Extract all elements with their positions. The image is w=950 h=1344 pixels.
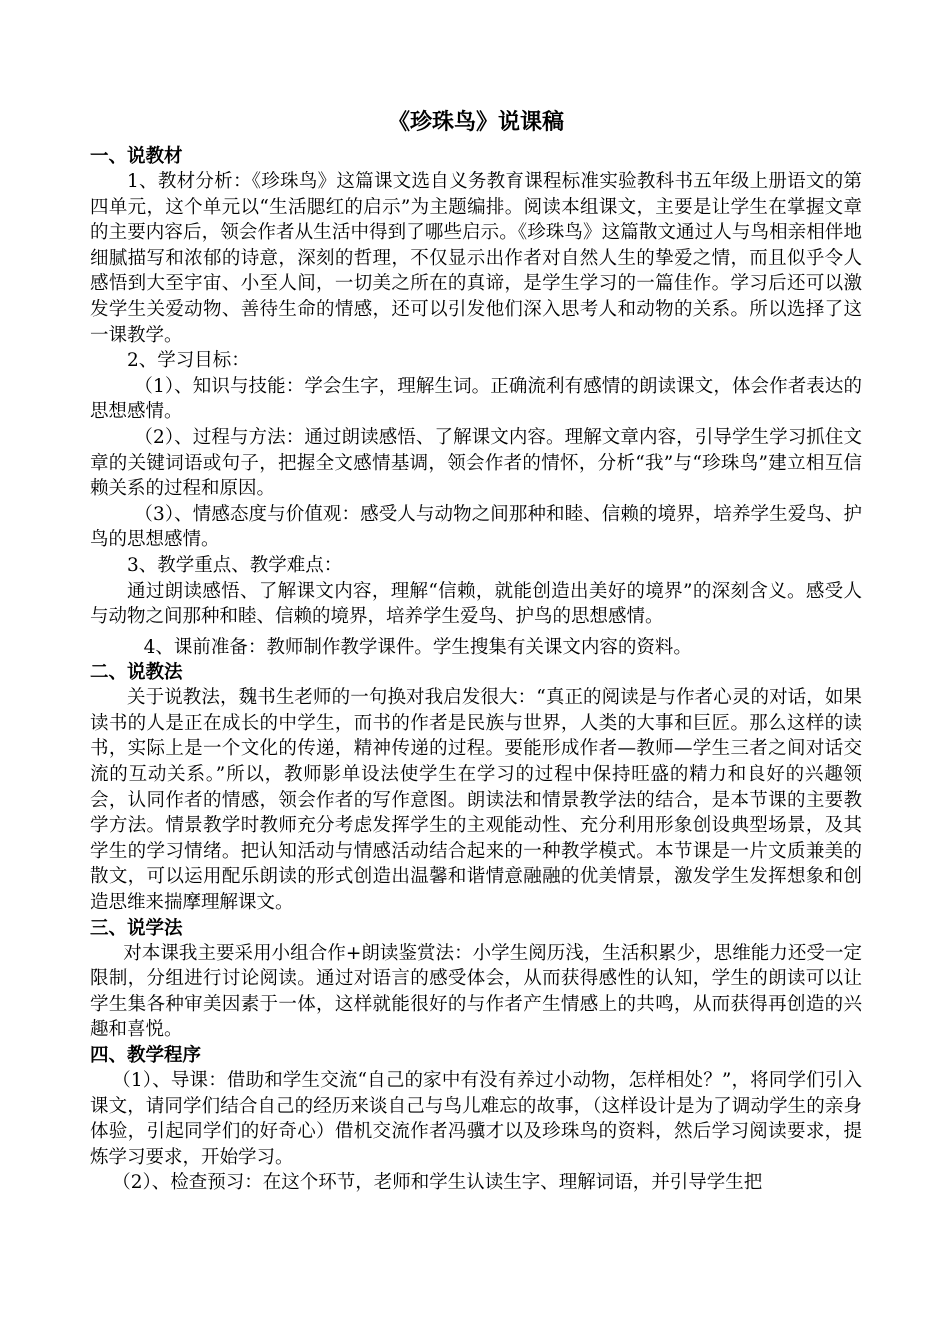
paragraph-material-analysis: 1、教材分析：《珍珠鸟》这篇课文选自义务教育课程标准实验教科书五年级上册语文的第四单元，这个单元以“生活腮红的启示”为主题编排。阅读本组课文，主要是让学生在掌握文章的主要内容后，领会作者从生活中得到了哪些启示。《珍珠鸟》这篇散文通过人与鸟相亲相伴地细腻描写和浓郁的诗意，深刻的哲理，不仅显示出作者对自然人生的挚爱之情，而且似乎令人感悟到大至宇宙、小至人间，一切美之所在的真谛，是学生学习的一篇佳作。学习后还可以激发学生关爱动物、善待生命的情感，还可以引发他们深入思考人和动物的关系。所以选择了这一课教学。 [90,171,862,346]
paragraph-goal-emotion: （3）、情感态度与价值观：感受人与动物之间那种和睦、信赖的境界，培养学生爱鸟、护鸟的思想感情。 [90,503,862,551]
section-materials [90,144,862,660]
paragraph-goal-process: （2）、过程与方法：通过朗读感悟、了解课文内容。理解文章内容，引导学生学习抓住文章的关键词语或句子，把握全文感情基调，领会作者的情怀，分析“我”与“珍珠鸟”建立相互信赖关系的过程和原因。 [90,426,862,500]
section-teaching-method [90,660,862,915]
section-heading: 二、说教法 [90,662,183,684]
paragraph-preparation: 4、课前准备：教师制作教学课件。学生搜集有关课文内容的资料。 [143,636,692,658]
document-page [90,108,862,1196]
paragraph-step-introduction: （1）、导课：借助和学生交流“自己的家中有没有养过小动物，怎样相处？”，将同学们引入课文，请同学们结合自己的经历来谈自己与鸟儿难忘的故事，（这样设计是为了调动学生的亲身体验，引起同学们的好奇心）借机交流作者冯骥才以及珍珠鸟的资料，然后学习阅读要求，提炼学习要求，开始学习。 [90,1070,862,1168]
document-title: 《珍珠鸟》说课稿 [387,110,564,135]
section-heading: 三、说学法 [90,917,183,939]
paragraph-key-points: 3、教学重点、教学难点： [127,554,343,576]
section-learning-method [90,916,862,1043]
paragraph-learning-goals: 2、学习目标： [127,350,250,372]
paragraph-goal-knowledge: （1）、知识与技能：学会生字，理解生词。正确流利有感情的朗读课文，体会作者表达的思想感情。 [90,375,862,423]
paragraph-step-preview-check: （2）、检查预习：在这个环节，老师和学生认读生字、理解词语，并引导学生把 [112,1172,763,1194]
paragraph-teaching-method: 关于说教法，魏书生老师的一句换对我启发很大：“真正的阅读是与作者心灵的对话，如果读书的人是正在成长的中学生，而书的作者是民族与世界，人类的大事和巨匠。那么这样的读书，实际上是一个文化的传递，精神传递的过程。要能形成作者—教师—学生三者之间对话交流的互动关系。”所以，教师影单设法使学生在学习的过程中保持旺盛的精力和良好的兴趣领会，认同作者的情感，领会作者的写作意图。朗读法和情景教学法的结合，是本节课的主要教学方法。情景教学时教师充分考虑发挥学生的主观能动性、充分利用形象创设典型场景，及其学生的学习情绪。把认知活动与情感活动结合起来的一种教学模式。本节课是一片文质兼美的散文，可以运用配乐朗读的形式创造出温馨和谐情意融融的优美情景，激发学生发挥想象和创造思维来揣摩理解课文。 [90,687,862,914]
section-heading: 四、教学程序 [90,1045,202,1066]
paragraph-key-points-detail: 通过朗读感悟、了解课文内容，理解“信赖，就能创造出美好的境界”的深刻含义。感受人与动物之间那种和睦、信赖的境界，培养学生爱鸟、护鸟的思想感情。 [90,580,862,628]
section-teaching-procedure [90,1043,862,1196]
section-heading: 一、说教材 [90,146,183,167]
paragraph-learning-method: 对本课我主要采用小组合作+朗读鉴赏法：小学生阅历浅，生活积累少，思维能力还受一定限制，分组进行讨论阅读。通过对语言的感受体会，从而获得感性的认知，学生的朗读可以让学生集各种审美因素于一体，这样就能很好的与作者产生情感上的共鸣，从而获得再创造的兴趣和喜悦。 [90,942,862,1041]
